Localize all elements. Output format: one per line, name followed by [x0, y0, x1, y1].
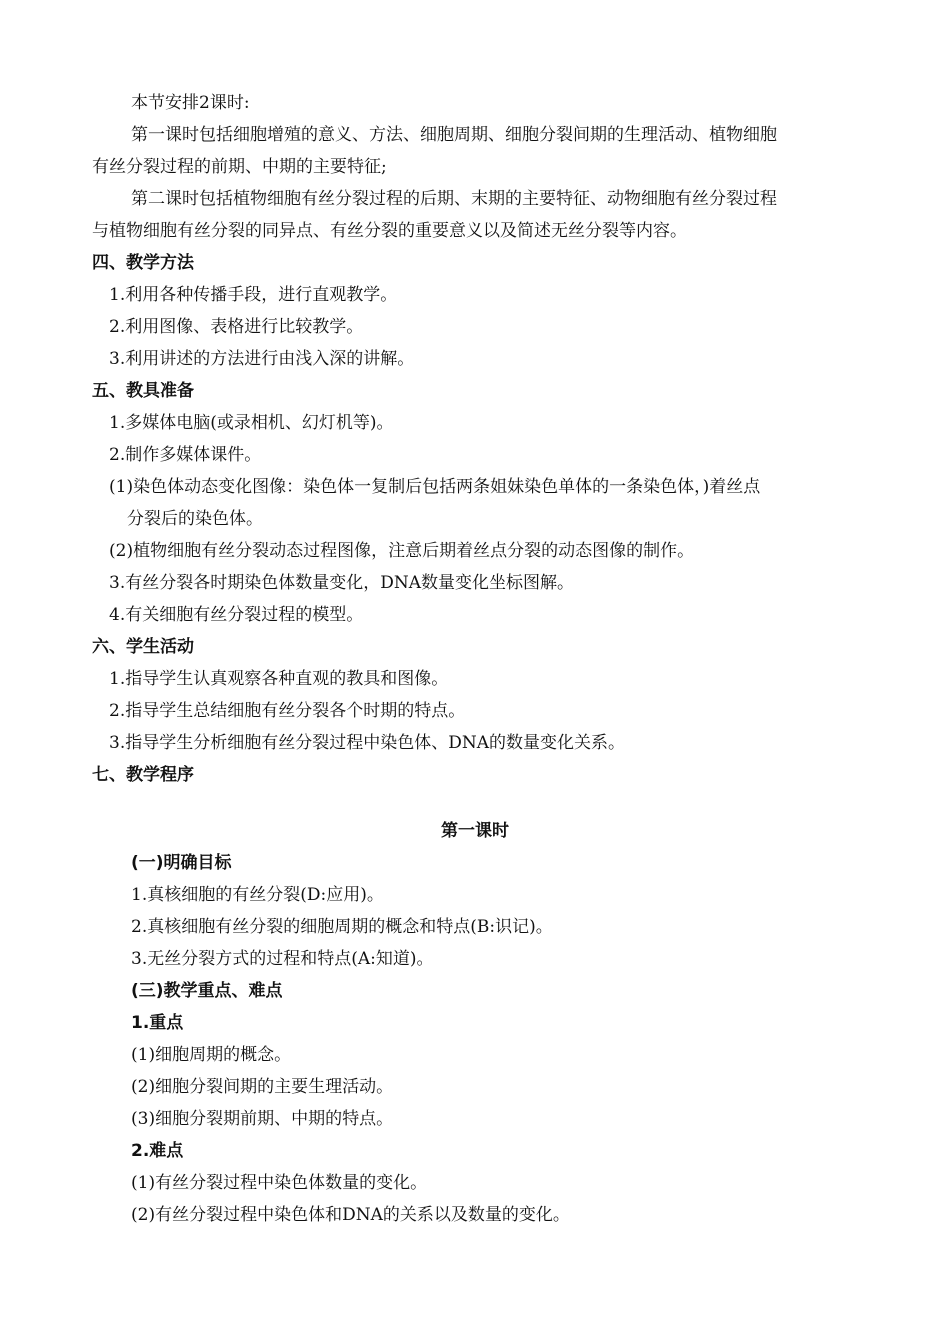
section-heading: (三)教学重点、难点 — [131, 981, 283, 1001]
text-line: 2.利用图像、表格进行比较教学。 — [109, 317, 364, 337]
section-heading: 四、教学方法 — [92, 253, 194, 273]
text-line: (1)染色体动态变化图像：染色体一复制后包括两条姐妹染色单体的一条染色体，)着丝点 — [109, 477, 761, 497]
text-line: 4.有关细胞有丝分裂过程的模型。 — [109, 605, 364, 625]
text-line: (2)细胞分裂间期的主要生理活动。 — [131, 1077, 394, 1097]
section-heading: 2.难点 — [131, 1141, 184, 1161]
text-line: (2)有丝分裂过程中染色体和DNA的关系以及数量的变化。 — [131, 1205, 570, 1225]
text-line: 1.利用各种传播手段，进行直观教学。 — [109, 285, 398, 305]
text-line: 第一课时包括细胞增殖的意义、方法、细胞周期、细胞分裂间期的生理活动、植物细胞 — [131, 125, 777, 145]
text-line: 3.有丝分裂各时期染色体数量变化，DNA数量变化坐标图解。 — [109, 573, 575, 593]
text-line: 1.真核细胞的有丝分裂(D:应用)。 — [131, 885, 384, 905]
text-line: 3.利用讲述的方法进行由浅入深的讲解。 — [109, 349, 415, 369]
section-heading: (一)明确目标 — [131, 853, 232, 873]
text-line: 第二课时包括植物细胞有丝分裂过程的后期、末期的主要特征、动物细胞有丝分裂过程 — [131, 189, 777, 209]
text-line: (1)细胞周期的概念。 — [131, 1045, 292, 1065]
text-line: 有丝分裂过程的前期、中期的主要特征; — [92, 157, 387, 177]
text-line: 与植物细胞有丝分裂的同异点、有丝分裂的重要意义以及简述无丝分裂等内容。 — [92, 221, 687, 241]
section-heading: 六、学生活动 — [92, 637, 194, 657]
text-line: 本节安排2课时: — [131, 93, 250, 113]
text-line: 分裂后的染色体。 — [127, 509, 263, 529]
section-heading: 1.重点 — [131, 1013, 184, 1033]
text-line: 3.指导学生分析细胞有丝分裂过程中染色体、DNA的数量变化关系。 — [109, 733, 626, 753]
text-line: (1)有丝分裂过程中染色体数量的变化。 — [131, 1173, 428, 1193]
text-line: 3.无丝分裂方式的过程和特点(A:知道)。 — [131, 949, 434, 969]
text-line: 2.指导学生总结细胞有丝分裂各个时期的特点。 — [109, 701, 466, 721]
section-heading: 第一课时 — [441, 821, 509, 841]
text-line: (3)细胞分裂期前期、中期的特点。 — [131, 1109, 394, 1129]
text-line: 1.多媒体电脑(或录相机、幻灯机等)。 — [109, 413, 394, 433]
section-heading: 七、教学程序 — [92, 765, 194, 785]
text-line: 2.制作多媒体课件。 — [109, 445, 262, 465]
text-line: 1.指导学生认真观察各种直观的教具和图像。 — [109, 669, 449, 689]
text-line: (2)植物细胞有丝分裂动态过程图像，注意后期着丝点分裂的动态图像的制作。 — [109, 541, 695, 561]
section-heading: 五、教具准备 — [92, 381, 194, 401]
text-line: 2.真核细胞有丝分裂的细胞周期的概念和特点(B:识记)。 — [131, 917, 553, 937]
